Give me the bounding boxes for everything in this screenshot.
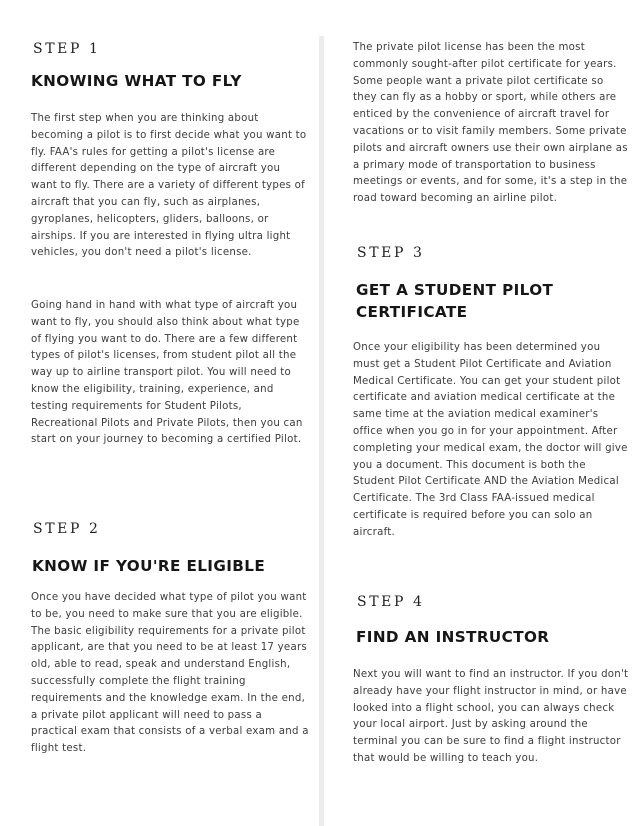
step-2-heading: KNOW IF YOU'RE ELIGIBLE — [32, 557, 266, 575]
step-4-paragraph: Next you will want to find an instructor. If you don't already have your flight instructor in mind, or have looked into a flight school, you can always check your local airport. Just by asking around the terminal you can be sure to find a flight instructor that would be willing to teach you. — [353, 669, 629, 764]
step-3-paragraph: Once your eligibility has been determined you must get a Student Pilot Certificate and Aviation Medical Certificate. You can get your student pilot certificate and aviation medical certificate at the same time at the aviation medical examiner's office when you go in for your appointment. After completing your medical exam, the doctor will give you a document. This document is both the Student Pilot Certificate AND the Aviation Medical Certificate. The 3rd Class FAA-issued medical certificate is required before you can solo an aircraft. — [353, 342, 628, 538]
step-1-paragraph-2: Going hand in hand with what type of aircraft you want to fly, you should also think about what type of flying you want to do. There are a few different types of pilot's licenses, from student pilot all the way up to airline transport pilot. You will need to know the eligibility, training, experience, and testing requirements for Student Pilots, Recreational Pilots and Private Pilots, then you can start on your journey to becoming a certified Pilot. — [31, 300, 303, 446]
step-2-paragraph: Once you have decided what type of pilot you want to be, you need to make sure that you are eligible. The basic eligibility requirements for a private pilot applicant, are that you need to be at least 17 years old, able to read, speak and understand English, successfully complete the flight training requirements and the knowledge exam. In the end, a private pilot applicant will need to pass a practical exam that consists of a verbal exam and a flight test. — [31, 592, 309, 755]
step-1-paragraph-1: The first step when you are thinking about becoming a pilot is to first decide what you want to fly. FAA's rules for getting a pilot's license are different depending on the type of aircraft you want to fly. There are a variety of different types of aircraft that you can fly, such as airplanes, gyroplanes, helicopters, gliders, balloons, or airships. If you are interested in flying ultra light vehicles, you don't need a pilot's license. — [31, 113, 307, 259]
step-4-label: STEP 4 — [357, 594, 425, 610]
step-3-heading: GET A STUDENT PILOT CERTIFICATE — [356, 281, 554, 321]
step-3-label: STEP 3 — [357, 245, 425, 261]
step-1-label: STEP 1 — [33, 41, 101, 57]
column-divider — [319, 36, 324, 826]
step-4-heading: FIND AN INSTRUCTOR — [356, 628, 550, 646]
step-2-label: STEP 2 — [33, 521, 101, 537]
intro-paragraph: The private pilot license has been the most commonly sought-after pilot certificate for years. Some people want a private pilot certificate so they can fly as a hobby or sport, while others are enticed by the convenience of aircraft travel for vacations or to visit family members. Some private pilots and aircraft owners use their own airplane as a primary mode of transportation to business meetings or events, and for some, it's a step in the road toward becoming an airline pilot. — [353, 42, 628, 205]
step-1-heading: KNOWING WHAT TO FLY — [31, 72, 242, 90]
